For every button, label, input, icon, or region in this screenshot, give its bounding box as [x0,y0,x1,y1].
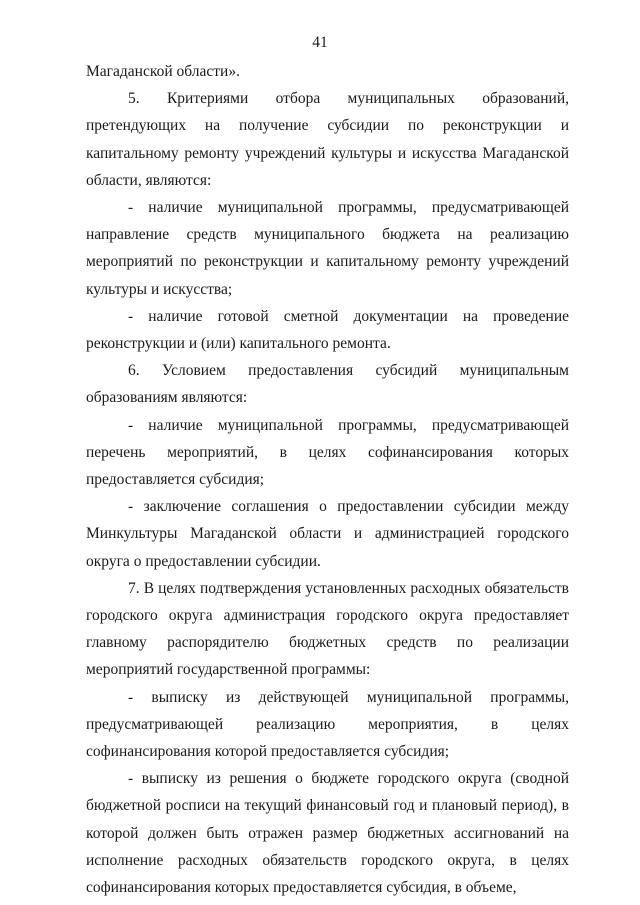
paragraph-item-7: 7. В целях подтверждения установленных расходных обязательств городского округа администрация городского округа предоставляет главному распорядителю бюджетных средств по реализации мероприятий государственной программы: [86,579,569,679]
list-item-estimate-documentation: - наличие готовой сметной документации на проведение реконструкции и (или) капитального ремонта. [86,307,569,353]
page-number: 41 [312,34,328,51]
list-item-municipal-program: - наличие муниципальной программы, предусматривающей направление средств муниципального бюджета на реализацию мероприятий по реконструкции и капитальному ремонту учреждений культуры и искусства; [86,199,569,298]
list-item-agreement: - заключение соглашения о предоставлении субсидии между Минкультуры Магаданской области и администрацией городского округа о предоставлении субсидии. [86,498,569,570]
list-item-budget-extract: - выписку из решения о бюджете городского округа (сводной бюджетной росписи на текущий финансовый год и плановый период), в которой должен быть отражен размер бюджетных ассигнований на исполнение расходных обязательств городского округа, в целях софинансирования которых предоставляется субсидия, в объеме, [86,770,569,897]
list-item-program-activities: - наличие муниципальной программы, предусматривающей перечень мероприятий, в целях софинансирования которых предоставляется субсидия; [86,416,569,489]
list-item-program-extract: - выписку из действующей муниципальной программы, предусматривающей реализацию мероприятия, в целях софинансирования которой предоставляется субсидия; [86,688,569,761]
document-body [86,58,569,901]
paragraph-continuation: Магаданской области». [86,63,240,80]
paragraph-item-6: 6. Условием предоставления субсидий муниципальным образованиям являются: [86,362,569,407]
paragraph-item-5: 5. Критериями отбора муниципальных образований, претендующих на получение субсидии по реконструкции и капитальному ремонту учреждений культуры и искусства Магаданской области, являются: [86,90,569,189]
